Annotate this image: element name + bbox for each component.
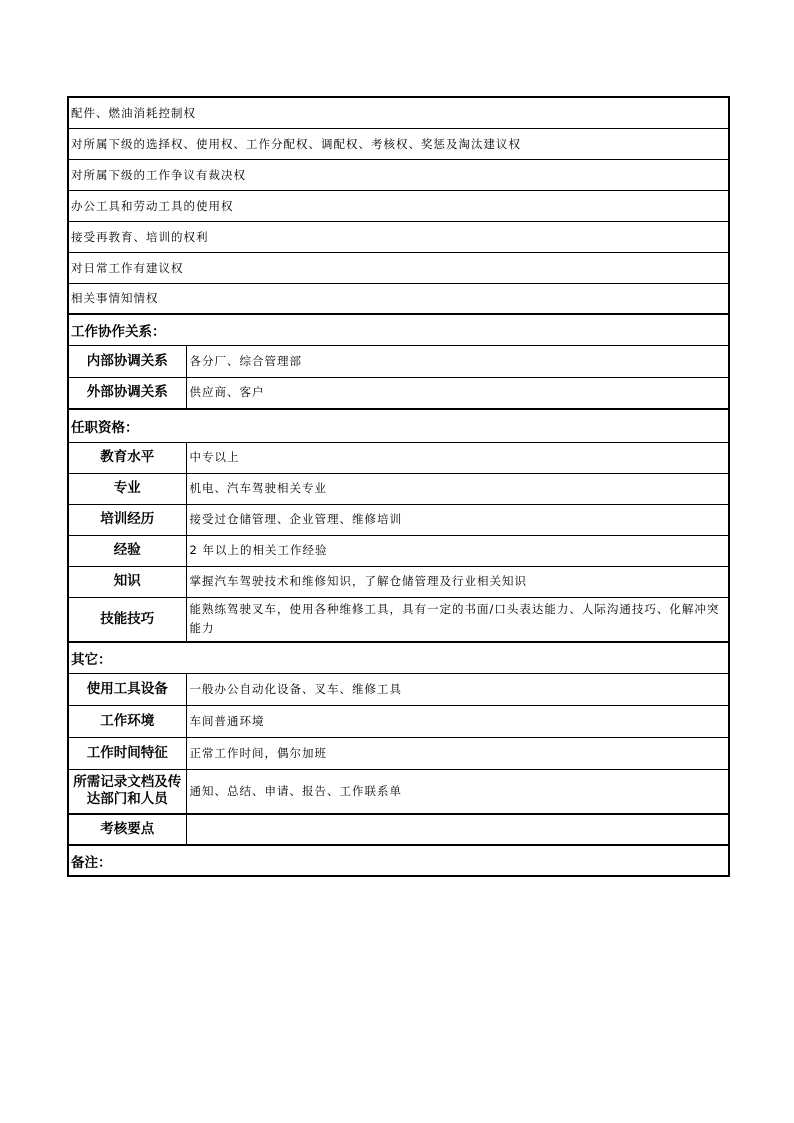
right-text: 相关事情知情权 [68, 283, 729, 314]
field-label: 知识 [68, 566, 186, 597]
remarks-title: 备注： [68, 845, 729, 876]
assessment-label: 考核要点 [68, 814, 186, 845]
field-value: 接受过仓储管理、企业管理、维修培训 [186, 504, 729, 535]
field-value: 掌握汽车驾驶技术和维修知识，了解仓储管理及行业相关知识 [186, 566, 729, 597]
field-label: 专业 [68, 473, 186, 504]
section-title-other: 其它： [68, 642, 729, 673]
field-value: 机电、汽车驾驶相关专业 [186, 473, 729, 504]
field-value: 2 年以上的相关工作经验 [186, 535, 729, 566]
right-text: 对所属下级的选择权、使用权、工作分配权、调配权、考核权、奖惩及淘汰建议权 [68, 128, 729, 159]
field-row [68, 377, 729, 409]
field-value: 一般办公自动化设备、叉车、维修工具 [186, 673, 729, 705]
field-row [68, 504, 729, 535]
section-row [68, 642, 729, 673]
right-text: 接受再教育、培训的权利 [68, 221, 729, 252]
assessment-value [186, 814, 729, 845]
right-row [68, 128, 729, 159]
field-row [68, 673, 729, 705]
right-text: 对所属下级的工作争议有裁决权 [68, 159, 729, 190]
section-row [68, 314, 729, 345]
right-row [68, 221, 729, 252]
field-row [68, 345, 729, 377]
field-value: 中专以上 [186, 442, 729, 473]
field-label: 工作环境 [68, 705, 186, 737]
field-label: 技能技巧 [68, 597, 186, 642]
field-label: 经验 [68, 535, 186, 566]
field-row [68, 769, 729, 814]
field-label: 培训经历 [68, 504, 186, 535]
field-row [68, 473, 729, 504]
field-label: 外部协调关系 [68, 377, 186, 409]
field-label: 所需记录文档及传达部门和人员 [68, 769, 186, 814]
section-title-qualifications: 任职资格： [68, 409, 729, 442]
field-label: 教育水平 [68, 442, 186, 473]
field-label: 内部协调关系 [68, 345, 186, 377]
field-row [68, 737, 729, 769]
field-value: 能熟练驾驶叉车，使用各种维修工具，具有一定的书面/口头表达能力、人际沟通技巧、化解冲突能力 [186, 597, 729, 642]
field-value: 正常工作时间，偶尔加班 [186, 737, 729, 769]
field-label: 工作时间特征 [68, 737, 186, 769]
right-text: 配件、燃油消耗控制权 [68, 97, 729, 128]
right-row [68, 97, 729, 128]
field-value: 通知、总结、申请、报告、工作联系单 [186, 769, 729, 814]
field-row [68, 566, 729, 597]
assessment-row [68, 814, 729, 845]
remarks-row [68, 845, 729, 876]
field-value: 车间普通环境 [186, 705, 729, 737]
right-row [68, 190, 729, 221]
field-label: 使用工具设备 [68, 673, 186, 705]
right-text: 办公工具和劳动工具的使用权 [68, 190, 729, 221]
job-description-table [67, 96, 730, 877]
field-value: 供应商、客户 [186, 377, 729, 409]
field-row [68, 442, 729, 473]
right-row [68, 252, 729, 283]
right-row [68, 283, 729, 314]
right-row [68, 159, 729, 190]
field-row [68, 535, 729, 566]
field-row [68, 597, 729, 642]
section-row [68, 409, 729, 442]
field-value: 各分厂、综合管理部 [186, 345, 729, 377]
right-text: 对日常工作有建议权 [68, 252, 729, 283]
field-row [68, 705, 729, 737]
section-title-cooperation: 工作协作关系： [68, 314, 729, 345]
